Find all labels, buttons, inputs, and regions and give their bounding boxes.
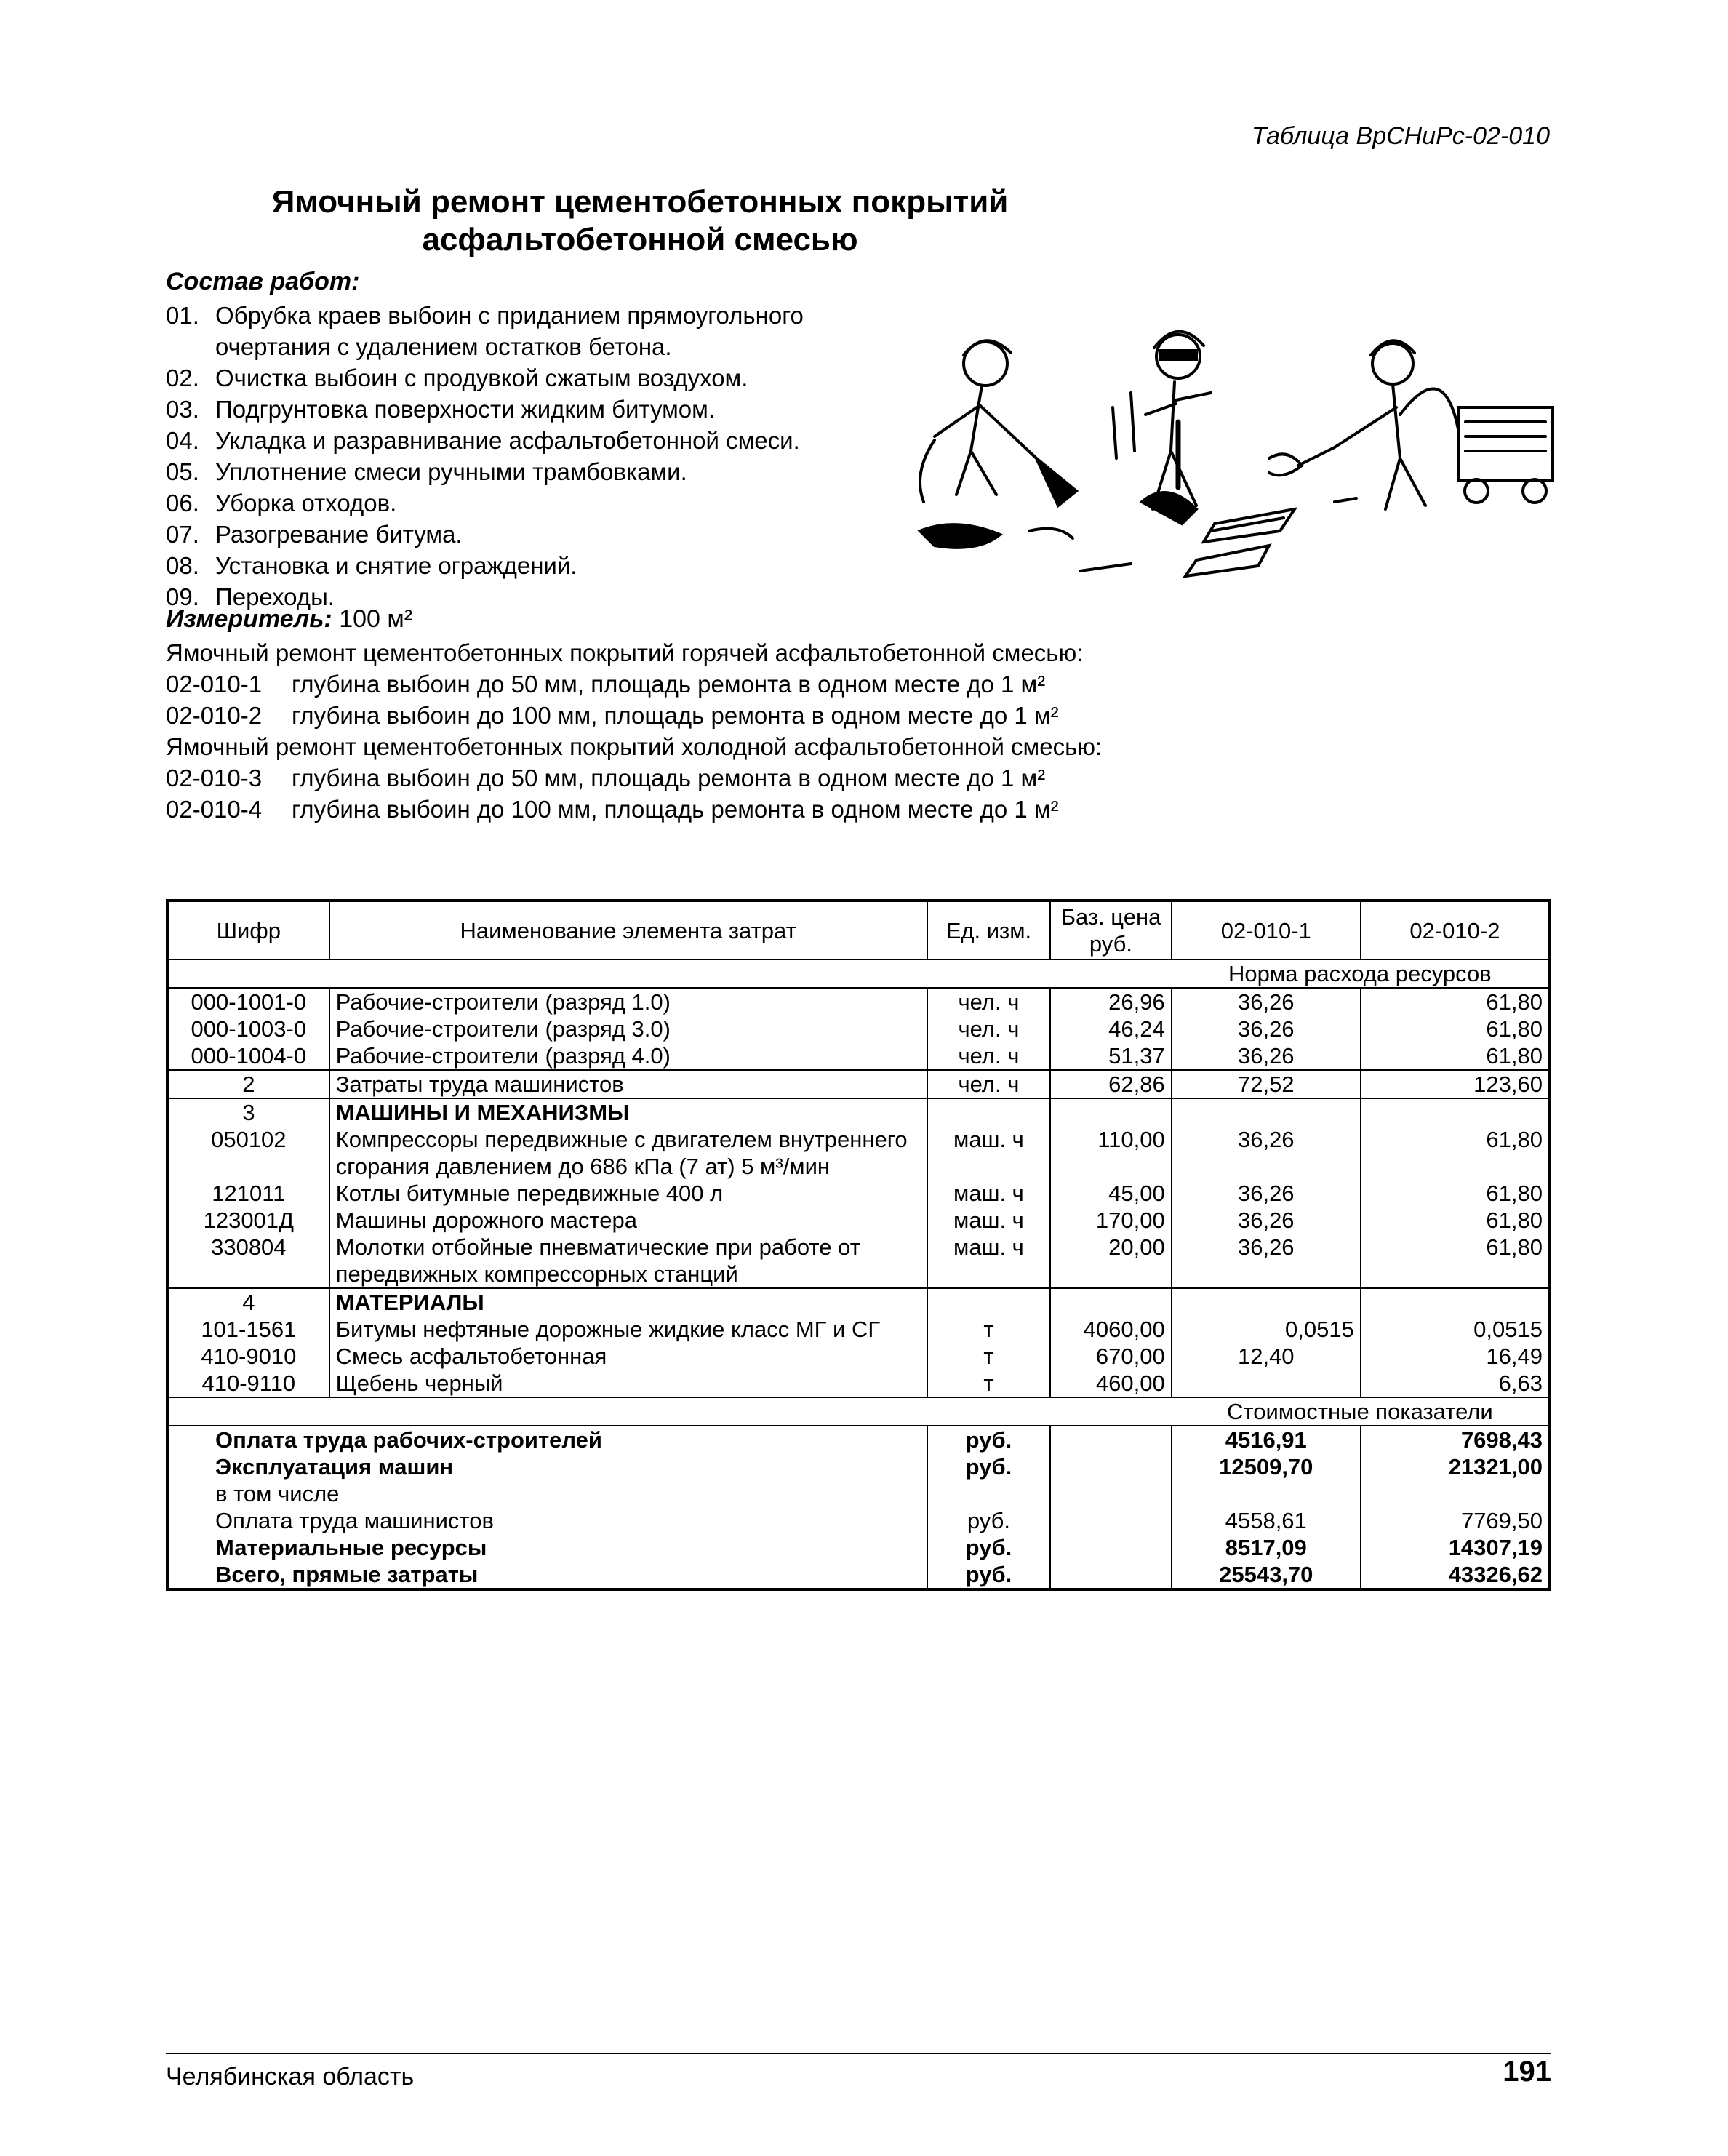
- item-number: 08.: [166, 552, 199, 579]
- item-text: Уплотнение смеси ручными трамбовками.: [215, 458, 687, 485]
- row-unit: маш. ч: [927, 1180, 1051, 1207]
- composition-item: [166, 331, 908, 362]
- table-row: [167, 1343, 1550, 1370]
- row-unit: т: [927, 1343, 1051, 1370]
- measure-line: [166, 605, 412, 634]
- item-number: 02.: [166, 364, 199, 391]
- row-price: 62,86: [1050, 1070, 1171, 1098]
- row-code: 000-1003-0: [167, 1015, 329, 1042]
- item-text: Очистка выбоин с продувкой сжатым воздухом.: [215, 364, 748, 391]
- row-price: 460,00: [1050, 1370, 1171, 1397]
- row-code: 101-1561: [167, 1316, 329, 1343]
- item-text: Разогревание битума.: [215, 521, 463, 548]
- cost-row: [167, 1426, 1550, 1453]
- cost-name: Оплата труда рабочих-строителей: [167, 1426, 927, 1453]
- variant-row: [166, 762, 1548, 794]
- row-variant-2: 61,80: [1361, 1234, 1550, 1288]
- footer-region: Челябинская область: [166, 2063, 415, 2091]
- cost-band-label: Стоимостные показатели: [1172, 1397, 1550, 1426]
- cost-variant-2: 43326,62: [1361, 1561, 1550, 1589]
- item-number: 04.: [166, 427, 199, 454]
- title-line-2: асфальтобетонной смесью: [422, 222, 858, 257]
- row-code: 121011: [167, 1180, 329, 1207]
- variant-text: глубина выбоин до 50 мм, площадь ремонта в одном месте до 1 м²: [292, 764, 1046, 791]
- row-price: 26,96: [1050, 988, 1171, 1015]
- row-code: 000-1004-0: [167, 1042, 329, 1070]
- road-workers-illustration: [891, 313, 1567, 589]
- row-code: 000-1001-0: [167, 988, 329, 1015]
- row-variant-1: 36,26: [1172, 988, 1361, 1015]
- row-variant-2: 123,60: [1361, 1070, 1550, 1098]
- row-variant-2: 61,80: [1361, 1126, 1550, 1180]
- row-variant-1: 36,26: [1172, 1015, 1361, 1042]
- section-title: МАТЕРИАЛЫ: [329, 1288, 927, 1316]
- row-unit: маш. ч: [927, 1207, 1051, 1234]
- composition-list: [166, 300, 908, 612]
- variant-text: глубина выбоин до 50 мм, площадь ремонта в одном месте до 1 м²: [292, 671, 1046, 698]
- cost-unit: руб.: [927, 1507, 1051, 1534]
- item-text: Уборка отходов.: [215, 490, 397, 516]
- table-row: [167, 1234, 1550, 1288]
- variant-text: глубина выбоин до 100 мм, площадь ремонта в одном месте до 1 м²: [292, 796, 1059, 823]
- cost-name: Материальные ресурсы: [167, 1534, 927, 1561]
- table-header-row: [167, 901, 1550, 959]
- variant-row: [166, 700, 1548, 731]
- header-price: Баз. цена руб.: [1050, 901, 1171, 959]
- item-number: 06.: [166, 490, 199, 516]
- row-unit: маш. ч: [927, 1126, 1051, 1180]
- row-name: Молотки отбойные пневматические при работе от передвижных компрессорных станций: [329, 1234, 927, 1288]
- row-name: Затраты труда машинистов: [329, 1070, 927, 1098]
- table-row: [167, 1070, 1550, 1098]
- item-text: Установка и снятие ограждений.: [215, 552, 577, 579]
- cost-unit: руб.: [927, 1561, 1051, 1589]
- variant-code: 02-010-1: [166, 671, 263, 698]
- row-variant-2: 0,0515: [1361, 1316, 1550, 1343]
- row-variant-1: 36,26: [1172, 1126, 1361, 1180]
- row-code: 050102: [167, 1126, 329, 1180]
- row-price: 45,00: [1050, 1180, 1171, 1207]
- cost-band-row: [167, 1397, 1550, 1426]
- item-text: Обрубка краев выбоин с приданием прямоугольного: [215, 302, 804, 329]
- hot-mix-heading: Ямочный ремонт цементобетонных покрытий горячей асфальтобетонной смесью:: [166, 639, 1084, 666]
- row-variant-1: 0,0515: [1172, 1316, 1361, 1343]
- cost-variant-2: 7769,50: [1361, 1507, 1550, 1534]
- row-code: 330804: [167, 1234, 329, 1288]
- row-name: Машины дорожного мастера: [329, 1207, 927, 1234]
- cost-row: [167, 1507, 1550, 1534]
- section-title: МАШИНЫ И МЕХАНИЗМЫ: [329, 1098, 927, 1126]
- composition-item: [166, 519, 908, 550]
- cost-variant-1: 4558,61: [1172, 1507, 1361, 1534]
- cost-unit: руб.: [927, 1534, 1051, 1561]
- cost-variant-1: 25543,70: [1172, 1561, 1361, 1589]
- item-text: Укладка и разравнивание асфальтобетонной смеси.: [215, 427, 800, 454]
- cost-unit: руб.: [927, 1453, 1051, 1480]
- row-price: 110,00: [1050, 1126, 1171, 1180]
- row-unit: чел. ч: [927, 1015, 1051, 1042]
- row-code: 4: [167, 1288, 329, 1316]
- resource-table: [166, 899, 1551, 1591]
- row-variant-1: [1172, 1370, 1361, 1397]
- section-row: [167, 1098, 1550, 1126]
- variants-block: [166, 637, 1548, 825]
- row-code: 410-9010: [167, 1343, 329, 1370]
- row-code: 2: [167, 1070, 329, 1098]
- cost-unit: руб.: [927, 1426, 1051, 1453]
- row-name: Рабочие-строители (разряд 1.0): [329, 988, 927, 1015]
- item-text: Переходы.: [215, 583, 335, 610]
- measure-value: 100 м²: [339, 605, 413, 633]
- row-unit: т: [927, 1370, 1051, 1397]
- row-name: Смесь асфальтобетонная: [329, 1343, 927, 1370]
- table-row: [167, 1015, 1550, 1042]
- row-price: 670,00: [1050, 1343, 1171, 1370]
- row-variant-2: 61,80: [1361, 1207, 1550, 1234]
- cost-name: Эксплуатация машин: [167, 1453, 927, 1480]
- row-price: 170,00: [1050, 1207, 1171, 1234]
- composition-item: [166, 425, 908, 456]
- table-row: [167, 1316, 1550, 1343]
- cost-row: [167, 1534, 1550, 1561]
- row-name: Рабочие-строители (разряд 4.0): [329, 1042, 927, 1070]
- row-code: 3: [167, 1098, 329, 1126]
- cost-variant-2: 14307,19: [1361, 1534, 1550, 1561]
- cost-variant-1: 4516,91: [1172, 1426, 1361, 1453]
- composition-item: [166, 487, 908, 519]
- composition-item: [166, 362, 908, 394]
- cost-variant-1: 12509,70: [1172, 1453, 1361, 1480]
- variant-code: 02-010-4: [166, 796, 263, 823]
- cost-name: в том числе: [167, 1480, 927, 1507]
- row-variant-2: 16,49: [1361, 1343, 1550, 1370]
- row-variant-2: 61,80: [1361, 988, 1550, 1015]
- cold-mix-heading: Ямочный ремонт цементобетонных покрытий холодной асфальтобетонной смесью:: [166, 733, 1103, 760]
- item-number: 07.: [166, 521, 199, 548]
- table-row: [167, 1126, 1550, 1180]
- row-name: Компрессоры передвижные с двигателем внутреннего сгорания давлением до 686 кПа (7 ат) 5 м³/мин: [329, 1126, 927, 1180]
- title-line-1: Ямочный ремонт цементобетонных покрытий: [271, 184, 1009, 220]
- variant-text: глубина выбоин до 100 мм, площадь ремонта в одном месте до 1 м²: [292, 702, 1059, 729]
- row-variant-2: 61,80: [1361, 1042, 1550, 1070]
- row-unit: чел. ч: [927, 1070, 1051, 1098]
- composition-item: [166, 300, 908, 331]
- variant-code: 02-010-2: [166, 702, 263, 729]
- composition-label: Состав работ:: [166, 268, 360, 295]
- composition-item: [166, 394, 908, 425]
- cost-variant-2: 7698,43: [1361, 1426, 1550, 1453]
- row-unit: т: [927, 1316, 1051, 1343]
- cost-row: [167, 1453, 1550, 1480]
- variant-code: 02-010-3: [166, 764, 263, 791]
- header-unit: Ед. изм.: [927, 901, 1051, 959]
- page-number: 191: [1503, 2056, 1551, 2088]
- composition-item: [166, 550, 908, 581]
- cost-row: [167, 1480, 1550, 1507]
- row-name: Котлы битумные передвижные 400 л: [329, 1180, 927, 1207]
- header-variant-1: 02-010-1: [1172, 901, 1361, 959]
- table-row: [167, 1370, 1550, 1397]
- table-row: [167, 1180, 1550, 1207]
- row-price: 20,00: [1050, 1234, 1171, 1288]
- norm-band-label: Норма расхода ресурсов: [1172, 959, 1550, 988]
- row-variant-2: 6,63: [1361, 1370, 1550, 1397]
- item-number: 01.: [166, 302, 199, 329]
- header-name: Наименование элемента затрат: [329, 901, 927, 959]
- item-number: 05.: [166, 458, 199, 485]
- item-text: очертания с удалением остатков бетона.: [215, 333, 672, 360]
- header-variant-2: 02-010-2: [1361, 901, 1550, 959]
- variant-row: [166, 668, 1548, 700]
- table-label: Таблица ВрСНиРс-02-010: [1251, 122, 1550, 150]
- row-unit: чел. ч: [927, 988, 1051, 1015]
- table-row: [167, 988, 1550, 1015]
- measure-label: Измеритель:: [166, 605, 332, 633]
- row-variant-1: 12,40: [1172, 1343, 1361, 1370]
- cost-name: Всего, прямые затраты: [167, 1561, 927, 1589]
- row-variant-2: 61,80: [1361, 1180, 1550, 1207]
- item-text: Подгрунтовка поверхности жидким битумом.: [215, 396, 716, 423]
- row-price: 51,37: [1050, 1042, 1171, 1070]
- row-code: 410-9110: [167, 1370, 329, 1397]
- row-variant-1: 72,52: [1172, 1070, 1361, 1098]
- row-variant-1: 36,26: [1172, 1207, 1361, 1234]
- table-row: [167, 1207, 1550, 1234]
- page-title: [175, 183, 1105, 259]
- row-name: Битумы нефтяные дорожные жидкие класс МГ и СГ: [329, 1316, 927, 1343]
- row-code: 123001Д: [167, 1207, 329, 1234]
- variant-row: [166, 794, 1548, 825]
- item-number: 03.: [166, 396, 199, 423]
- section-row: [167, 1288, 1550, 1316]
- row-variant-2: 61,80: [1361, 1015, 1550, 1042]
- row-unit: маш. ч: [927, 1234, 1051, 1288]
- cost-variant-2: 21321,00: [1361, 1453, 1550, 1480]
- row-variant-1: 36,26: [1172, 1234, 1361, 1288]
- row-price: 4060,00: [1050, 1316, 1171, 1343]
- row-variant-1: 36,26: [1172, 1180, 1361, 1207]
- composition-item: [166, 456, 908, 487]
- cost-name: Оплата труда машинистов: [167, 1507, 927, 1534]
- footer-divider: [166, 2053, 1551, 2054]
- cost-variant-1: 8517,09: [1172, 1534, 1361, 1561]
- row-variant-1: 36,26: [1172, 1042, 1361, 1070]
- header-code: Шифр: [167, 901, 329, 959]
- row-name: Щебень черный: [329, 1370, 927, 1397]
- norm-band-row: [167, 959, 1550, 988]
- item-number: 09.: [166, 583, 199, 610]
- row-unit: чел. ч: [927, 1042, 1051, 1070]
- row-name: Рабочие-строители (разряд 3.0): [329, 1015, 927, 1042]
- cost-row: [167, 1561, 1550, 1589]
- row-price: 46,24: [1050, 1015, 1171, 1042]
- table-row: [167, 1042, 1550, 1070]
